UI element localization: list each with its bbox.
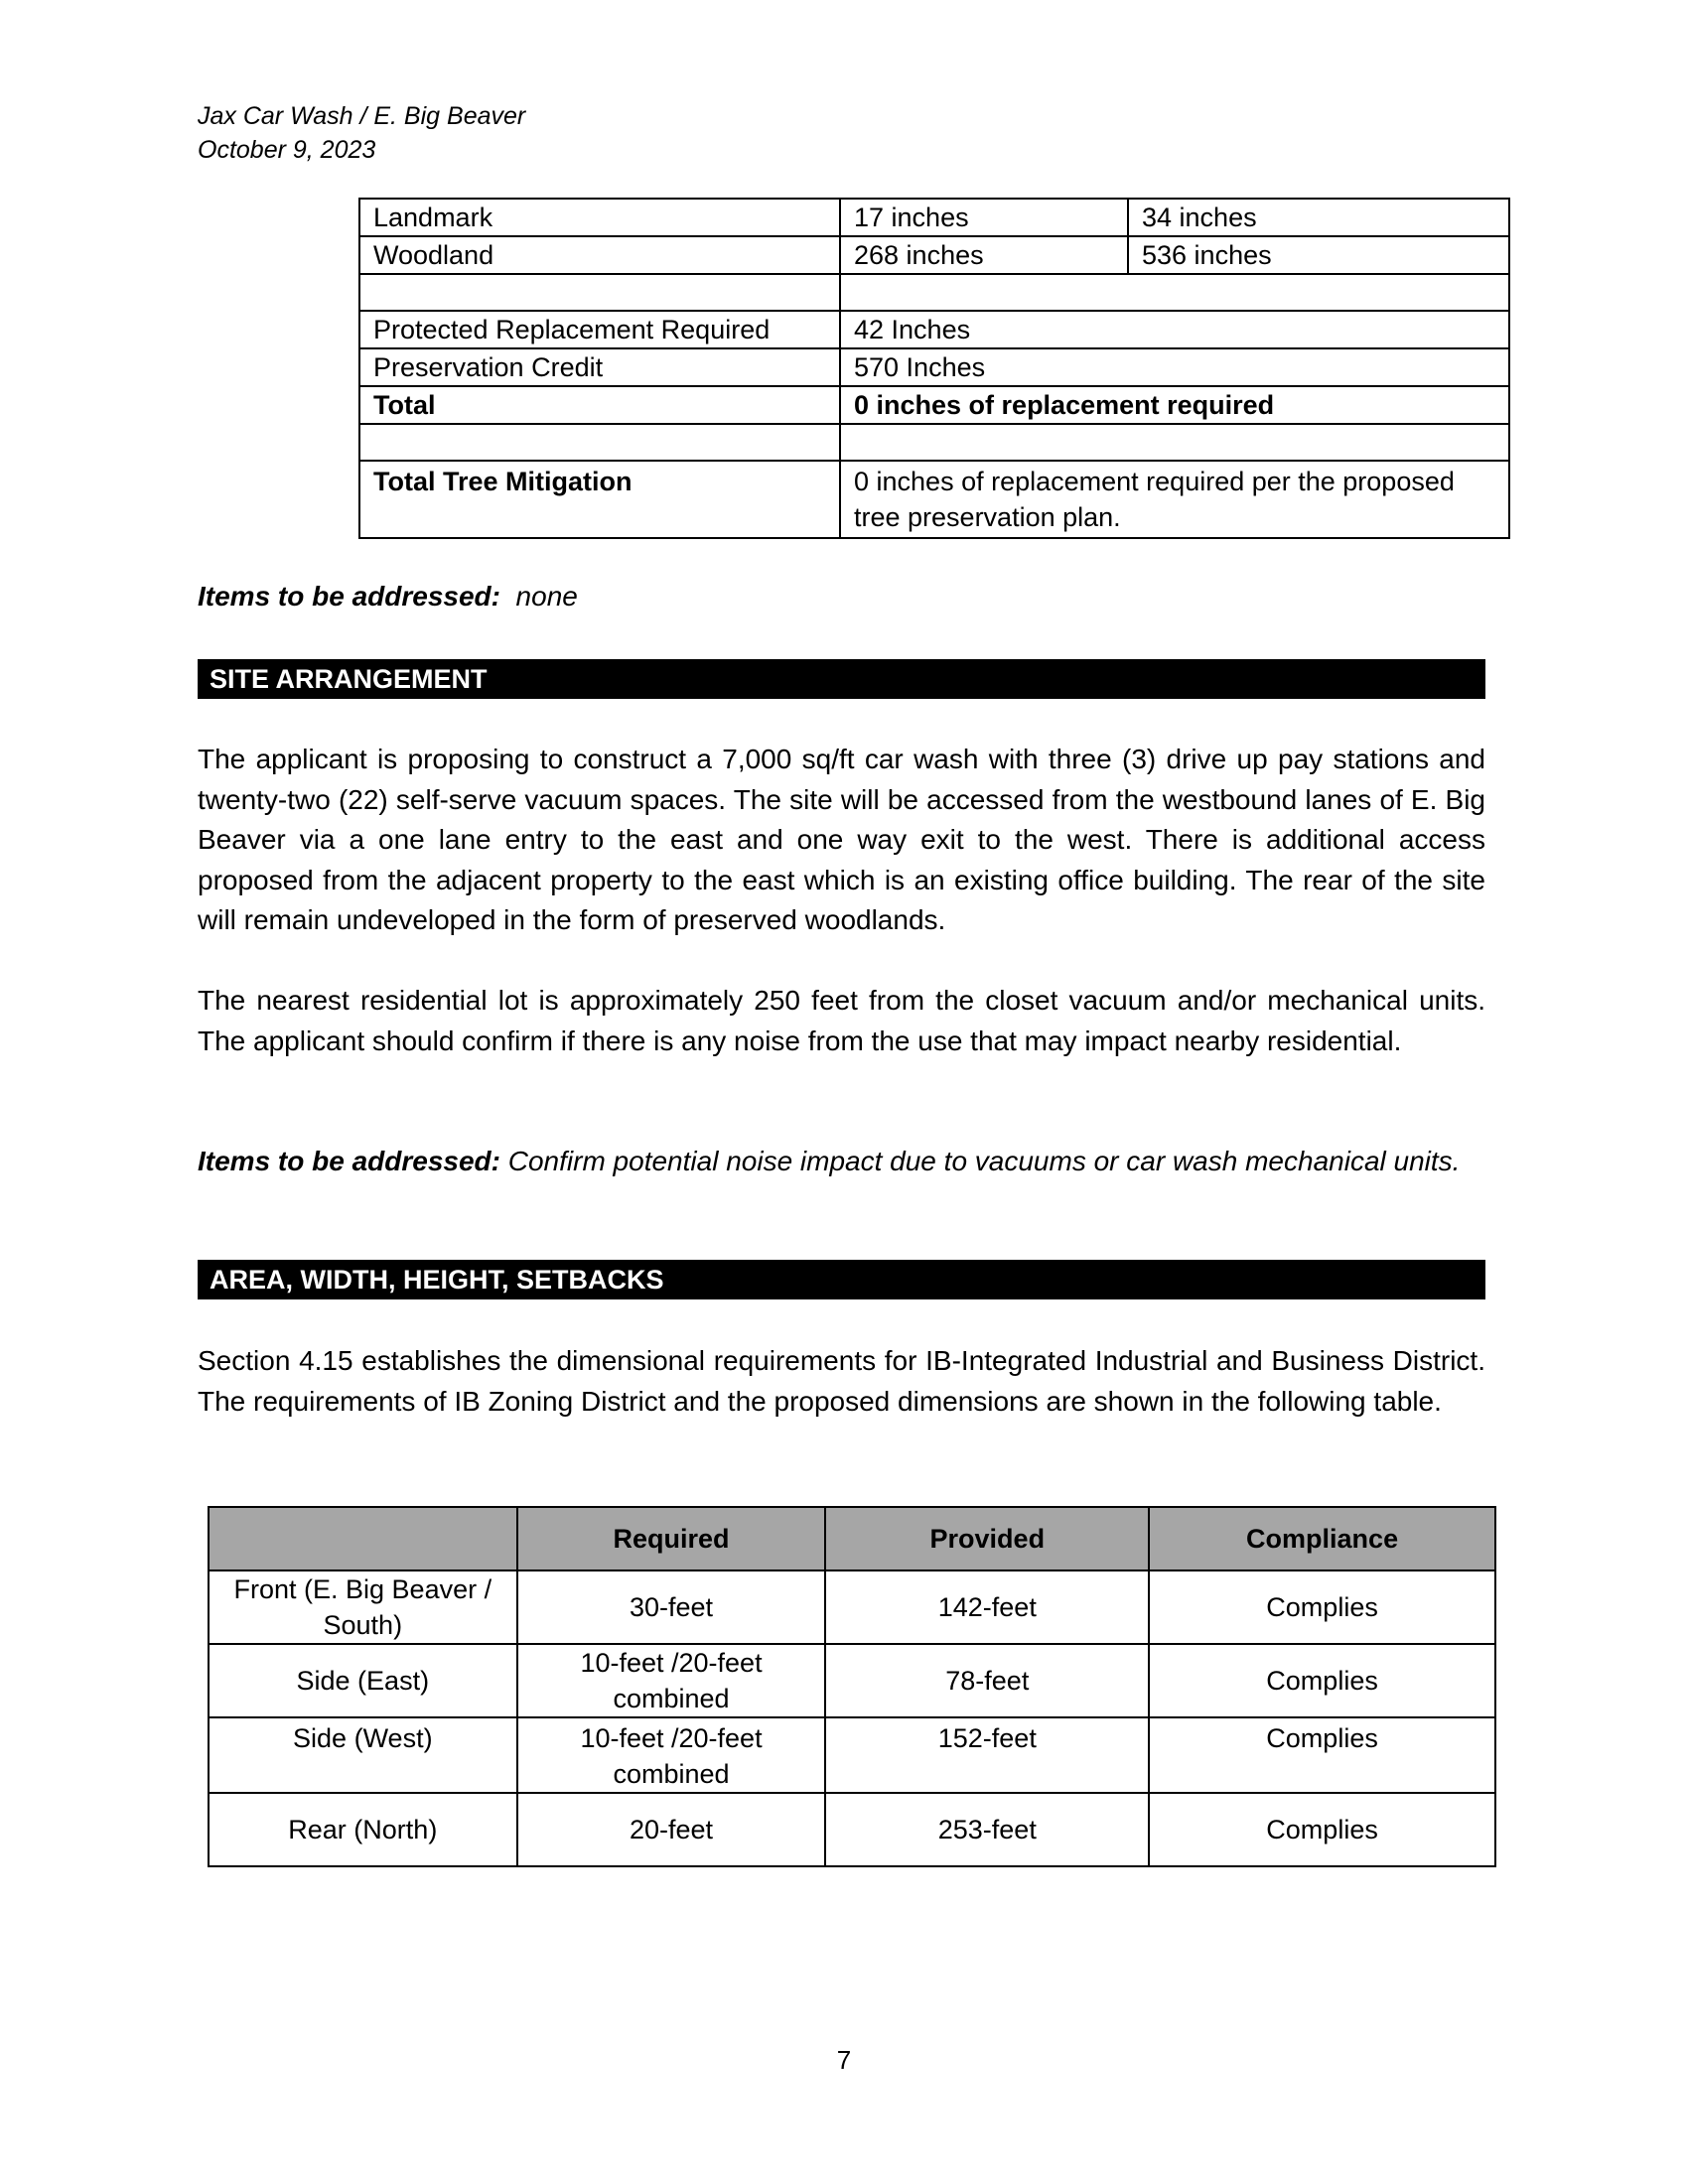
table-cell: 268 inches: [840, 236, 1128, 274]
row-label: Side (East): [209, 1644, 517, 1717]
items-to-address-2: [198, 1142, 1485, 1182]
table-row: [209, 1717, 1495, 1793]
required-cell: 30-feet: [517, 1570, 826, 1644]
table-row-blank: [359, 274, 1509, 311]
provided-cell: 78-feet: [825, 1644, 1149, 1717]
table-cell: Woodland: [359, 236, 840, 274]
required-cell: 20-feet: [517, 1793, 826, 1866]
table-row: [359, 348, 1509, 386]
table-header-row: [209, 1507, 1495, 1570]
table-cell: Total: [359, 386, 840, 424]
table-row: [359, 199, 1509, 236]
table-cell-empty: [840, 424, 1509, 461]
items-label: Items to be addressed:: [198, 581, 500, 612]
required-cell: 10-feet /20-feet combined: [517, 1644, 826, 1717]
table-cell: 42 Inches: [840, 311, 1509, 348]
setbacks-table: [208, 1506, 1496, 1867]
column-header-required: Required: [517, 1507, 826, 1570]
table-cell-empty: [840, 274, 1509, 311]
table-row: [209, 1644, 1495, 1717]
section-heading-setbacks: AREA, WIDTH, HEIGHT, SETBACKS: [198, 1260, 1485, 1299]
table-cell: Protected Replacement Required: [359, 311, 840, 348]
table-cell: 17 inches: [840, 199, 1128, 236]
table-row-total: [359, 386, 1509, 424]
table-cell: 34 inches: [1128, 199, 1509, 236]
compliance-cell: Complies: [1149, 1793, 1495, 1866]
table-row: [209, 1570, 1495, 1644]
table-row-blank: [359, 424, 1509, 461]
items-text: Confirm potential noise impact due to vacuums or car wash mechanical units.: [507, 1146, 1461, 1176]
compliance-cell: Complies: [1149, 1644, 1495, 1717]
table-cell: 0 inches of replacement required: [840, 386, 1509, 424]
table-cell-empty: [359, 424, 840, 461]
table-cell: 536 inches: [1128, 236, 1509, 274]
table-cell: Preservation Credit: [359, 348, 840, 386]
row-label: Rear (North): [209, 1793, 517, 1866]
table-cell: 570 Inches: [840, 348, 1509, 386]
column-header-provided: Provided: [825, 1507, 1149, 1570]
table-row-mitigation: [359, 461, 1509, 538]
required-cell: 10-feet /20-feet combined: [517, 1717, 826, 1793]
table-cell: Total Tree Mitigation: [359, 461, 840, 538]
table-row: [209, 1793, 1495, 1866]
compliance-cell: Complies: [1149, 1717, 1495, 1793]
provided-cell: 152-feet: [825, 1717, 1149, 1793]
table-cell: 0 inches of replacement required per the proposed tree preservation plan.: [840, 461, 1509, 538]
row-label: Front (E. Big Beaver / South): [209, 1570, 517, 1644]
compliance-cell: Complies: [1149, 1570, 1495, 1644]
column-header-compliance: Compliance: [1149, 1507, 1495, 1570]
row-label: Side (West): [209, 1717, 517, 1793]
header-date: October 9, 2023: [198, 136, 376, 164]
tree-mitigation-table: [358, 198, 1510, 539]
column-header: [209, 1507, 517, 1570]
site-arrangement-paragraph-1: The applicant is proposing to construct a 7,000 sq/ft car wash with three (3) drive up pay stations and twenty-two (22) self-serve vacuum spaces. The site will be accessed from the westbound lanes of E. Big Beaver via a one lane entry to the east and one way exit to the west. There is additional access proposed from the adjacent property to the east which is an existing office building. The rear of the site will remain undeveloped in the form of preserved woodlands.: [198, 744, 1485, 935]
provided-cell: 253-feet: [825, 1793, 1149, 1866]
table-row: [359, 311, 1509, 348]
provided-cell: 142-feet: [825, 1570, 1149, 1644]
table-cell: Landmark: [359, 199, 840, 236]
header-title: Jax Car Wash / E. Big Beaver: [198, 102, 526, 130]
items-label: Items to be addressed:: [198, 1146, 500, 1176]
items-text: none: [515, 581, 578, 612]
table-row: [359, 236, 1509, 274]
page-header: [198, 99, 525, 167]
section-heading-site-arrangement: SITE ARRANGEMENT: [198, 659, 1485, 699]
table-cell-empty: [359, 274, 840, 311]
page-number: 7: [836, 2045, 852, 2075]
site-arrangement-paragraph-2: The nearest residential lot is approximately 250 feet from the closet vacuum and/or mechanical units. The applicant should confirm if there is any noise from the use that may impact nearby residential.: [198, 985, 1485, 1056]
setbacks-paragraph: Section 4.15 establishes the dimensional requirements for IB-Integrated Industrial and Business District. The requirements of IB Zoning District and the proposed dimensions are shown in the following table.: [198, 1345, 1485, 1417]
items-to-address-1: [198, 577, 578, 616]
